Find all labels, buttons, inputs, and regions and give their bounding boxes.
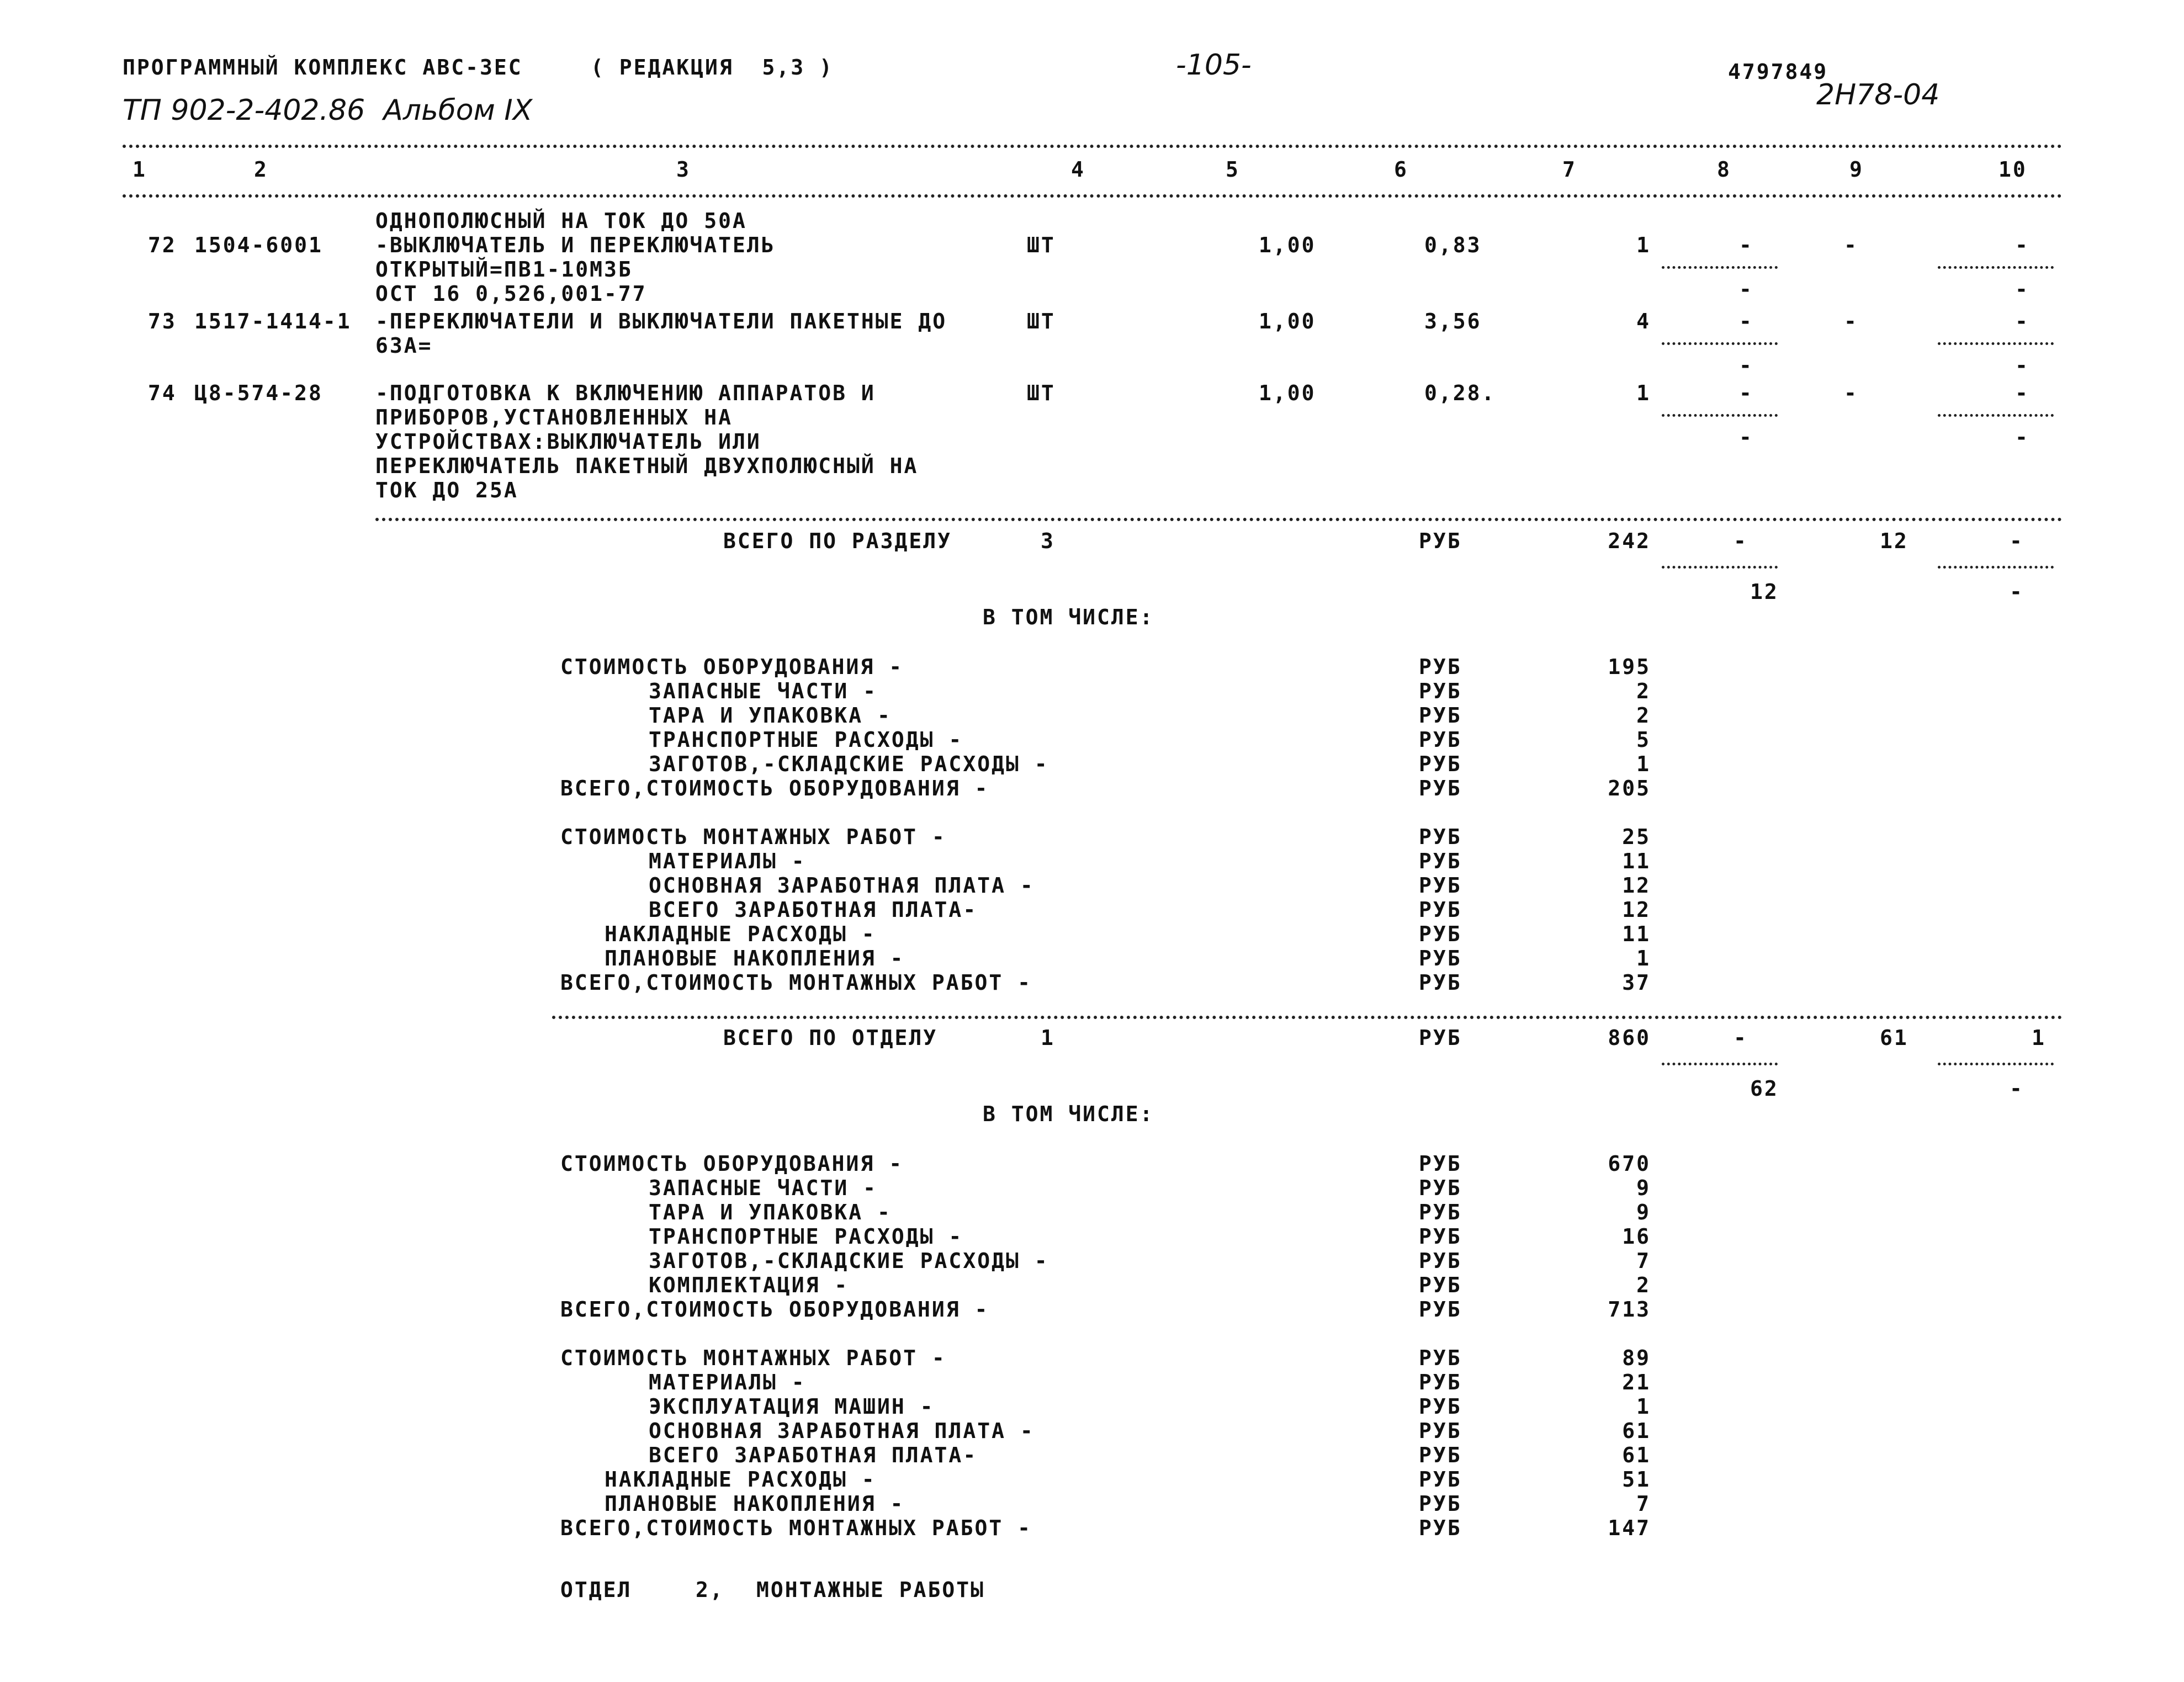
fraction-line <box>1938 266 2054 269</box>
breakdown-value: 21 <box>1622 1370 1651 1394</box>
breakdown-value: 1 <box>1636 1394 1651 1419</box>
breakdown-label: ЗАГОТОВ,-СКЛАДСКИЕ РАСХОДЫ - <box>649 1249 1049 1273</box>
breakdown-label: ЗАГОТОВ,-СКЛАДСКИЕ РАСХОДЫ - <box>649 752 1049 776</box>
row-unit: ШТ <box>1027 233 1056 257</box>
dept-total-unit: РУБ <box>1419 1026 1462 1050</box>
column-header-8: 8 <box>1717 157 1731 182</box>
fraction-line <box>1662 414 1778 417</box>
row-col8-lower-dash: - <box>1739 425 1753 449</box>
breakdown-value: 9 <box>1636 1200 1651 1224</box>
breakdown-label: ВСЕГО ЗАРАБОТНАЯ ПЛАТА- <box>649 1443 978 1467</box>
breakdown-unit: РУБ <box>1419 728 1462 752</box>
breakdown-value: 5 <box>1636 728 1651 752</box>
section-total-col10-dash: - <box>2010 529 2024 553</box>
breakdown-value: 205 <box>1608 776 1651 800</box>
breakdown-value: 37 <box>1622 970 1651 995</box>
row-description-line: ТОК ДО 25А <box>375 478 518 502</box>
breakdown-unit: РУБ <box>1419 946 1462 970</box>
row-description-line: УСТРОЙСТВАХ:ВЫКЛЮЧАТЕЛЬ ИЛИ <box>375 429 761 454</box>
column-header-3: 3 <box>676 157 691 182</box>
fraction-line <box>1938 566 2054 569</box>
breakdown-value: 7 <box>1636 1492 1651 1516</box>
breakdown-value: 1 <box>1636 752 1651 776</box>
breakdown-unit: РУБ <box>1419 1152 1462 1176</box>
section-total-rule <box>375 518 2063 521</box>
breakdown-value: 9 <box>1636 1176 1651 1200</box>
breakdown-value: 11 <box>1622 922 1651 946</box>
section-total-col8-dash: - <box>1734 529 1748 553</box>
breakdown-unit: РУБ <box>1419 970 1462 995</box>
section-total-unit: РУБ <box>1419 529 1462 553</box>
breakdown-unit: РУБ <box>1419 655 1462 679</box>
row-price: 0,83 <box>1424 233 1482 257</box>
row-unit: ШТ <box>1027 309 1056 333</box>
row-code: 1504-6001 <box>194 233 323 257</box>
page-number: -105- <box>1176 49 1252 82</box>
row-description-line: ОСТ 16 0,526,001-77 <box>375 282 647 306</box>
row-col9-dash: - <box>1844 381 1858 405</box>
breakdown-value: 89 <box>1622 1346 1651 1370</box>
breakdown-value: 61 <box>1622 1443 1651 1467</box>
breakdown-label: ОСНОВНАЯ ЗАРАБОТНАЯ ПЛАТА - <box>649 1419 1035 1443</box>
breakdown-label: ТРАНСПОРТНЫЕ РАСХОДЫ - <box>649 728 963 752</box>
breakdown-unit: РУБ <box>1419 849 1462 873</box>
breakdown-label: ТРАНСПОРТНЫЕ РАСХОДЫ - <box>649 1224 963 1249</box>
breakdown-value: 7 <box>1636 1249 1651 1273</box>
column-header-4: 4 <box>1071 157 1085 182</box>
breakdown-unit: РУБ <box>1419 703 1462 728</box>
breakdown-unit: РУБ <box>1419 1273 1462 1297</box>
section-in-that-heading: В ТОМ ЧИСЛЕ: <box>983 605 1154 629</box>
breakdown-value: 61 <box>1622 1419 1651 1443</box>
row-description-line: -ПОДГОТОВКА К ВКЛЮЧЕНИЮ АППАРАТОВ И <box>375 381 876 405</box>
dept-total-value: 860 <box>1608 1026 1651 1050</box>
row-code: Ц8-574-28 <box>194 381 323 405</box>
breakdown-unit: РУБ <box>1419 1467 1462 1492</box>
row-description-line: ПРИБОРОВ,УСТАНОВЛЕННЫХ НА <box>375 405 733 429</box>
breakdown-label: ВСЕГО,СТОИМОСТЬ ОБОРУДОВАНИЯ - <box>560 776 989 800</box>
section-total-col10-lower-dash: - <box>2010 580 2024 604</box>
dept-total-col8-lower: 62 <box>1750 1076 1779 1101</box>
breakdown-value: 51 <box>1622 1467 1651 1492</box>
row-unit: ШТ <box>1027 381 1056 405</box>
breakdown-label: ВСЕГО,СТОИМОСТЬ ОБОРУДОВАНИЯ - <box>560 1297 989 1322</box>
header-rule-bottom <box>123 194 2063 198</box>
breakdown-unit: РУБ <box>1419 1394 1462 1419</box>
breakdown-value: 2 <box>1636 703 1651 728</box>
breakdown-label: ПЛАНОВЫЕ НАКОПЛЕНИЯ - <box>605 1492 905 1516</box>
row-total: 4 <box>1636 309 1651 333</box>
row-total: 1 <box>1636 381 1651 405</box>
breakdown-unit: РУБ <box>1419 1516 1462 1540</box>
breakdown-label: ВСЕГО,СТОИМОСТЬ МОНТАЖНЫХ РАБОТ - <box>560 970 1032 995</box>
breakdown-label: ВСЕГО ЗАРАБОТНАЯ ПЛАТА- <box>649 898 978 922</box>
breakdown-value: 2 <box>1636 1273 1651 1297</box>
breakdown-unit: РУБ <box>1419 825 1462 849</box>
section-total-label: ВСЕГО ПО РАЗДЕЛУ <box>723 529 952 553</box>
row-quantity: 1,00 <box>1259 381 1316 405</box>
breakdown-value: 16 <box>1622 1224 1651 1249</box>
breakdown-label: ТАРА И УПАКОВКА - <box>649 1200 892 1224</box>
breakdown-value: 12 <box>1622 898 1651 922</box>
row-col9-dash: - <box>1844 309 1858 333</box>
breakdown-unit: РУБ <box>1419 873 1462 898</box>
breakdown-label: ОСНОВНАЯ ЗАРАБОТНАЯ ПЛАТА - <box>649 873 1035 898</box>
row-description-line: -ПЕРЕКЛЮЧАТЕЛИ И ВЫКЛЮЧАТЕЛИ ПАКЕТНЫЕ ДО <box>375 309 947 333</box>
breakdown-unit: РУБ <box>1419 752 1462 776</box>
column-header-1: 1 <box>132 157 147 182</box>
fraction-line <box>1938 414 2054 417</box>
row-col10-lower-dash: - <box>2015 353 2029 378</box>
row-quantity: 1,00 <box>1259 233 1316 257</box>
next-dept-label: ОТДЕЛ <box>560 1578 632 1602</box>
dept-in-that-heading: В ТОМ ЧИСЛЕ: <box>983 1102 1154 1126</box>
row-col8-dash: - <box>1739 309 1753 333</box>
breakdown-value: 1 <box>1636 946 1651 970</box>
breakdown-label: ВСЕГО,СТОИМОСТЬ МОНТАЖНЫХ РАБОТ - <box>560 1516 1032 1540</box>
fraction-line <box>1662 1063 1778 1065</box>
row-code: 1517-1414-1 <box>194 309 352 333</box>
breakdown-value: 147 <box>1608 1516 1651 1540</box>
breakdown-label: ЗАПАСНЫЕ ЧАСТИ - <box>649 679 878 703</box>
breakdown-label: СТОИМОСТЬ ОБОРУДОВАНИЯ - <box>560 1152 904 1176</box>
breakdown-unit: РУБ <box>1419 1224 1462 1249</box>
section-total-value: 242 <box>1608 529 1651 553</box>
edition-label: ( РЕДАКЦИЯ 5,3 ) <box>591 55 834 79</box>
dept-total-number: 1 <box>1041 1026 1055 1050</box>
fraction-line <box>1938 1063 2054 1065</box>
breakdown-value: 25 <box>1622 825 1651 849</box>
breakdown-value: 12 <box>1622 873 1651 898</box>
row-col10-lower-dash: - <box>2015 425 2029 449</box>
row-description-line: ОДНОПОЛЮСНЫЙ НА ТОК ДО 50А <box>375 209 747 233</box>
section-total-number: 3 <box>1041 529 1055 553</box>
next-dept-number: 2, <box>696 1578 724 1602</box>
breakdown-value: 11 <box>1622 849 1651 873</box>
header-rule-top <box>123 145 2063 148</box>
program-title: ПРОГРАММНЫЙ КОМПЛЕКС АВС-3ЕС <box>123 55 523 79</box>
section-total-col8-lower: 12 <box>1750 580 1779 604</box>
breakdown-label: СТОИМОСТЬ МОНТАЖНЫХ РАБОТ - <box>560 1346 946 1370</box>
row-number: 73 <box>148 309 177 333</box>
fraction-line <box>1662 342 1778 345</box>
column-header-7: 7 <box>1562 157 1577 182</box>
row-description-line: ПЕРЕКЛЮЧАТЕЛЬ ПАКЕТНЫЙ ДВУХПОЛЮСНЫЙ НА <box>375 454 919 478</box>
dept-total-rule <box>552 1016 2063 1019</box>
breakdown-label: ПЛАНОВЫЕ НАКОПЛЕНИЯ - <box>605 946 905 970</box>
row-col10-dash: - <box>2015 381 2029 405</box>
breakdown-unit: РУБ <box>1419 1200 1462 1224</box>
row-quantity: 1,00 <box>1259 309 1316 333</box>
breakdown-value: 670 <box>1608 1152 1651 1176</box>
breakdown-unit: РУБ <box>1419 1419 1462 1443</box>
column-header-9: 9 <box>1849 157 1864 182</box>
document-number: 4797849 <box>1728 60 1828 84</box>
breakdown-label: НАКЛАДНЫЕ РАСХОДЫ - <box>605 1467 876 1492</box>
row-col10-lower-dash: - <box>2015 277 2029 301</box>
breakdown-value: 195 <box>1608 655 1651 679</box>
breakdown-label: КОМПЛЕКТАЦИЯ - <box>649 1273 849 1297</box>
breakdown-unit: РУБ <box>1419 1297 1462 1322</box>
row-number: 74 <box>148 381 177 405</box>
breakdown-unit: РУБ <box>1419 1249 1462 1273</box>
row-description-line: 63А= <box>375 333 433 358</box>
breakdown-unit: РУБ <box>1419 1443 1462 1467</box>
handwritten-code: 2Н78-04 <box>1816 78 1940 112</box>
dept-total-col9: 61 <box>1880 1026 1909 1050</box>
breakdown-label: СТОИМОСТЬ МОНТАЖНЫХ РАБОТ - <box>560 825 946 849</box>
breakdown-unit: РУБ <box>1419 898 1462 922</box>
row-description-line: ОТКРЫТЫЙ=ПВ1-10М3Б <box>375 257 633 282</box>
breakdown-unit: РУБ <box>1419 1176 1462 1200</box>
dept-total-col8-dash: - <box>1734 1026 1748 1050</box>
row-col8-dash: - <box>1739 233 1753 257</box>
breakdown-label: МАТЕРИАЛЫ - <box>649 1370 806 1394</box>
row-price: 0,28. <box>1424 381 1496 405</box>
column-header-5: 5 <box>1226 157 1240 182</box>
breakdown-value: 713 <box>1608 1297 1651 1322</box>
breakdown-value: 2 <box>1636 679 1651 703</box>
breakdown-unit: РУБ <box>1419 1492 1462 1516</box>
breakdown-label: НАКЛАДНЫЕ РАСХОДЫ - <box>605 922 876 946</box>
breakdown-unit: РУБ <box>1419 1346 1462 1370</box>
breakdown-unit: РУБ <box>1419 679 1462 703</box>
column-header-2: 2 <box>254 157 268 182</box>
breakdown-label: ЭКСПЛУАТАЦИЯ МАШИН - <box>649 1394 935 1419</box>
breakdown-unit: РУБ <box>1419 776 1462 800</box>
row-col10-dash: - <box>2015 309 2029 333</box>
breakdown-label: ЗАПАСНЫЕ ЧАСТИ - <box>649 1176 878 1200</box>
dept-total-label: ВСЕГО ПО ОТДЕЛУ <box>723 1026 938 1050</box>
row-total: 1 <box>1636 233 1651 257</box>
breakdown-unit: РУБ <box>1419 1370 1462 1394</box>
section-total-col9: 12 <box>1880 529 1909 553</box>
row-col8-dash: - <box>1739 381 1753 405</box>
row-description-line: -ВЫКЛЮЧАТЕЛЬ И ПЕРЕКЛЮЧАТЕЛЬ <box>375 233 776 257</box>
breakdown-unit: РУБ <box>1419 922 1462 946</box>
dept-total-col10-lower-dash: - <box>2010 1076 2024 1101</box>
dept-total-col10: 1 <box>2032 1026 2046 1050</box>
row-price: 3,56 <box>1424 309 1482 333</box>
breakdown-label: МАТЕРИАЛЫ - <box>649 849 806 873</box>
fraction-line <box>1938 342 2054 345</box>
row-col8-lower-dash: - <box>1739 277 1753 301</box>
column-header-10: 10 <box>1999 157 2027 182</box>
row-number: 72 <box>148 233 177 257</box>
row-col9-dash: - <box>1844 233 1858 257</box>
handwritten-album-ref: ТП 902-2-402.86 Альбом IX <box>123 94 533 127</box>
fraction-line <box>1662 266 1778 269</box>
breakdown-label: ТАРА И УПАКОВКА - <box>649 703 892 728</box>
row-col10-dash: - <box>2015 233 2029 257</box>
column-header-6: 6 <box>1394 157 1408 182</box>
breakdown-label: СТОИМОСТЬ ОБОРУДОВАНИЯ - <box>560 655 904 679</box>
fraction-line <box>1662 566 1778 569</box>
next-dept-title: МОНТАЖНЫЕ РАБОТЫ <box>756 1578 985 1602</box>
row-col8-lower-dash: - <box>1739 353 1753 378</box>
